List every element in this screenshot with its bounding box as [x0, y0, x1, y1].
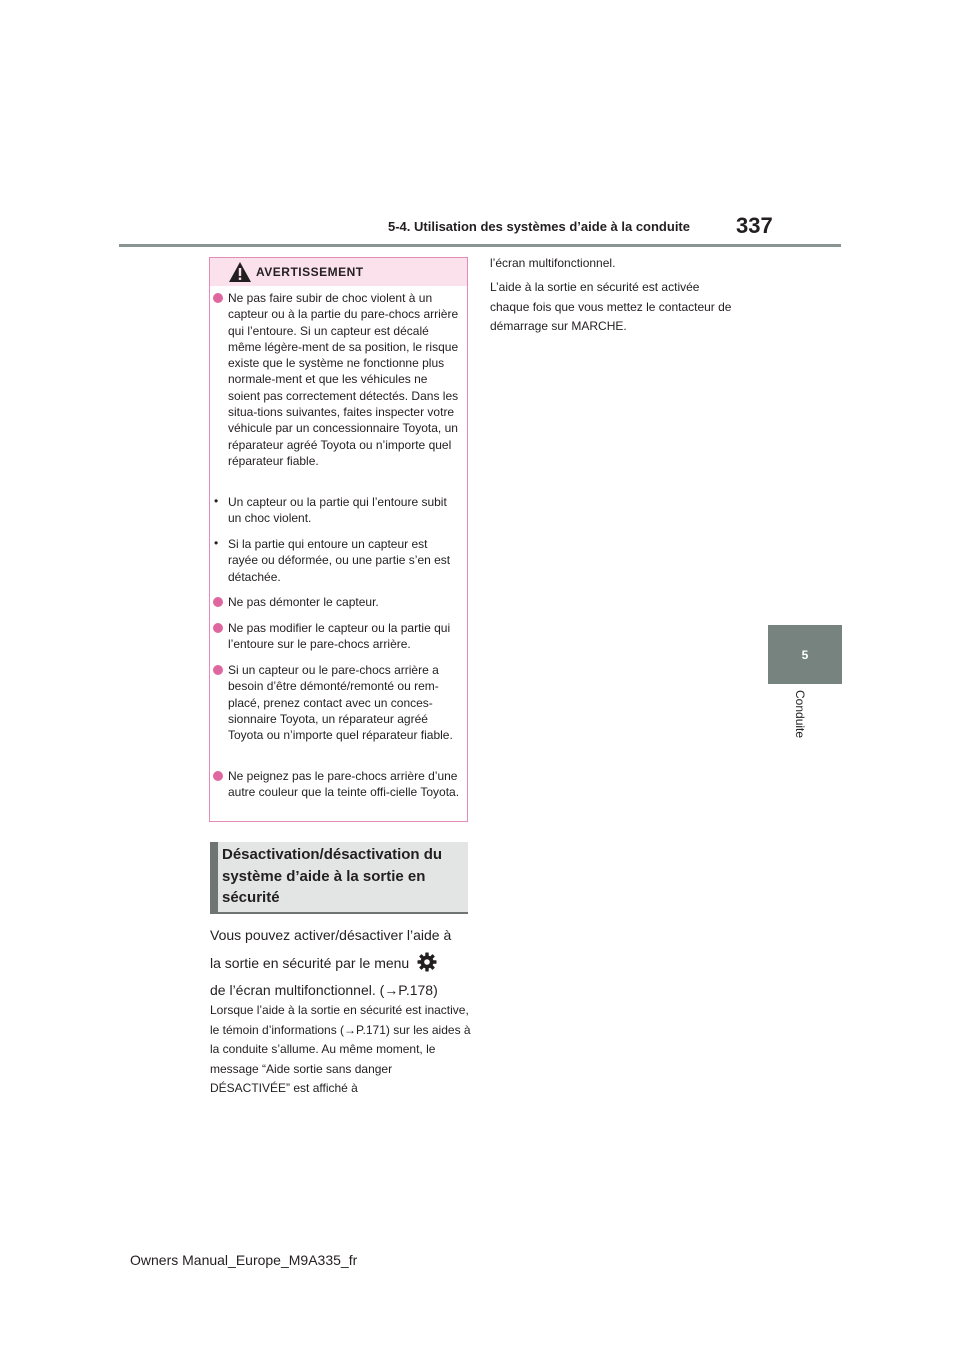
section-heading: Désactivation/désactivation du système d’aide à la sortie en sécurité	[222, 846, 443, 906]
warning-subitem: Si la partie qui entoure un capteur est rayée ou déformée, ou une partie s’en est détachée.	[228, 537, 451, 584]
gear-icon	[417, 952, 437, 972]
footer-manual-id: Owners Manual_Europe_M9A335_fr	[130, 1252, 358, 1268]
warning-item: Si un capteur ou le pare-chocs arrière a besoin d’être démonté/remonté ou rem-placé, prenez contact avec un conces-sionnaire Toyota, un réparateur agréé Toyota ou n’importe quel réparateur fiable.	[228, 663, 453, 743]
section-heading-rule	[210, 912, 468, 914]
warning-item: Ne pas démonter le capteur.	[228, 595, 379, 609]
warning-triangle-icon	[228, 261, 252, 283]
bullet-dot-icon	[213, 623, 223, 633]
note-paragraph: Lorsque l’aide à la sortie en sécurité est inactive, le témoin d’informations (→P.171) sur les aides à la conduite s’allume. Au même moment, le message “Aide sortie sans danger DÉSACTIVÉE” est affiché à	[210, 1003, 471, 1095]
intro-line-2-text: la sortie en sécurité par le menu	[210, 954, 410, 971]
intro-line-3: de l’écran multifonctionnel. (→P.178)	[210, 982, 438, 998]
header-divider	[119, 244, 841, 247]
warning-item: Ne pas faire subir de choc violent à un capteur ou à la partie du pare-chocs arrière qui l’entoure. Si un capteur est décalé même légère-ment de sa position, le risque existe que le système ne fonctionne plus normale-ment et que les véhicules ne soient pas correctement détectés. Dans les situa-tions suivantes, faites inspecter votre véhicule par un concessionnaire Toyota, un réparateur agréé Toyota ou n’importe quel réparateur fiable.	[228, 291, 459, 468]
page-number: 337	[736, 213, 773, 238]
intro-line-2	[210, 950, 470, 978]
chapter-number: 5	[801, 647, 809, 662]
note-continuation: l’écran multifonctionnel.	[490, 256, 616, 270]
warning-subitem: Un capteur ou la partie qui l’entoure subit un choc violent.	[228, 495, 447, 526]
bullet-dot-icon	[213, 665, 223, 675]
bullet-dot-icon	[213, 771, 223, 781]
warning-title: AVERTISSEMENT	[256, 265, 364, 279]
warning-header	[210, 258, 467, 286]
warning-item: Ne peignez pas le pare-chocs arrière d’une autre couleur que la teinte offi-cielle Toyota.	[228, 769, 460, 800]
section-header: 5-4. Utilisation des systèmes d’aide à la conduite	[388, 219, 690, 234]
chapter-tab	[768, 625, 842, 684]
bullet-dot-icon	[213, 293, 223, 303]
warning-item: Ne pas modifier le capteur ou la partie qui l’entoure sur le pare-chocs arrière.	[228, 621, 451, 652]
activation-note: L’aide à la sortie en sécurité est activée chaque fois que vous mettez le contacteur de démarrage sur MARCHE.	[490, 280, 732, 333]
bullet-dot-icon	[213, 597, 223, 607]
intro-line-1: Vous pouvez activer/désactiver l’aide à	[210, 927, 452, 943]
chapter-label: Conduite	[793, 690, 807, 739]
dash-bullet-icon: •	[214, 536, 219, 550]
intro-paragraph	[210, 922, 470, 1005]
dash-bullet-icon: •	[214, 494, 219, 508]
section-heading-bar	[210, 842, 218, 913]
